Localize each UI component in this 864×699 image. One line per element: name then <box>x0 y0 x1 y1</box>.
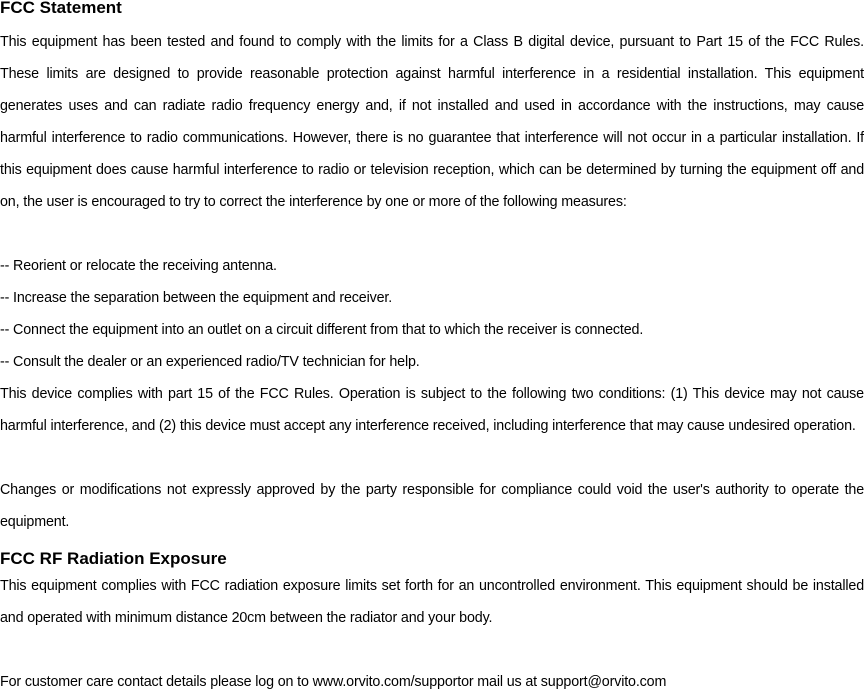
customer-care-line: For customer care contact details please log on to www.orvito.com/supportor mail us at support@orvito.com <box>0 674 667 690</box>
part15-conditions-paragraph: This device complies with part 15 of the FCC Rules. Operation is subject to the following two conditions: (1) This device may not cause harmful interference, and (2) this device must accept any interference received, including interference that may cause undesired operation. <box>0 386 864 434</box>
rf-exposure-heading: FCC RF Radiation Exposure <box>0 549 227 568</box>
fcc-intro-paragraph: This equipment has been tested and found to comply with the limits for a Class B digital device, pursuant to Part 15 of the FCC Rules. These limits are designed to provide reasonable protection against harmful interference in a residential installation. This equipment generates uses and can radiate radio frequency energy and, if not installed and used in accordance with the instructions, may cause harmful interference to radio communications. However, there is no guarantee that interference will not occur in a particular installation. If this equipment does cause harmful interference to radio or television reception, which can be determined by turning the equipment off and on, the user is encouraged to try to correct the interference by one or more of the following measures: <box>0 34 864 210</box>
rf-exposure-paragraph: This equipment complies with FCC radiation exposure limits set forth for an uncontrolled environment. This equipment should be installed and operated with minimum distance 20cm between the radiator and your body. <box>0 578 864 626</box>
measure-item-outlet: -- Connect the equipment into an outlet on a circuit different from that to which the receiver is connected. <box>0 322 644 338</box>
fcc-statement-heading: FCC Statement <box>0 0 122 17</box>
modifications-warning-paragraph: Changes or modifications not expressly approved by the party responsible for compliance could void the user's authority to operate the equipment. <box>0 482 864 530</box>
measure-item-reorient: -- Reorient or relocate the receiving antenna. <box>0 258 277 274</box>
interference-measures-list <box>0 250 864 378</box>
measure-item-consult: -- Consult the dealer or an experienced radio/TV technician for help. <box>0 354 420 370</box>
measure-item-separation: -- Increase the separation between the equipment and receiver. <box>0 290 393 306</box>
